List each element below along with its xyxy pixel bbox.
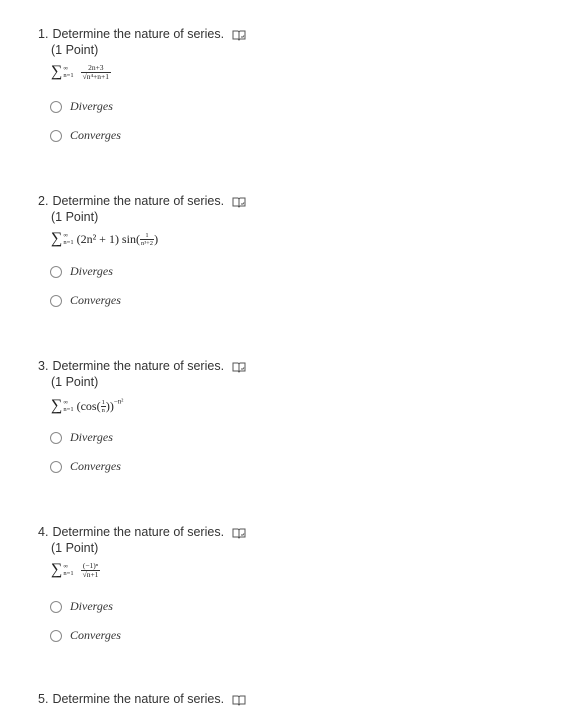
radio-button[interactable]: [50, 461, 62, 473]
series-formula: ∑ ∞ n=1 (cos( $\frac{1}{n}$ ))$^{-n^2}$: [51, 397, 124, 414]
radio-button[interactable]: [50, 295, 62, 307]
immersive-reader-icon[interactable]: [232, 196, 246, 209]
question-number: 2.: [38, 194, 49, 208]
option-diverges[interactable]: [50, 99, 113, 114]
question-title: [38, 359, 246, 373]
option-diverges[interactable]: [50, 264, 113, 279]
option-label: Converges: [70, 293, 121, 307]
radio-button[interactable]: [50, 601, 62, 613]
question-prompt: Determine the nature of series.: [52, 194, 225, 208]
question-number: 5.: [38, 692, 49, 706]
option-converges[interactable]: [50, 628, 121, 643]
question-points: (1 Point): [51, 43, 99, 57]
option-label: Converges: [70, 459, 121, 473]
question-points: (1 Point): [51, 541, 99, 555]
question-number: 1.: [38, 27, 49, 41]
option-diverges[interactable]: [50, 430, 113, 445]
immersive-reader-icon[interactable]: [232, 29, 246, 42]
option-diverges[interactable]: [50, 599, 113, 614]
question-prompt: Determine the nature of series.: [52, 27, 225, 41]
immersive-reader-icon[interactable]: [232, 694, 246, 707]
option-label: Diverges: [70, 430, 113, 444]
question-points: (1 Point): [51, 210, 99, 224]
radio-button[interactable]: [50, 101, 62, 113]
series-formula: ∑ ∞ n=1 $\frac{\text{(−1)ⁿ}}{√n+1}$: [51, 560, 99, 579]
series-formula: ∑ ∞ n=1 (2n² + 1) sin( $\frac{1}{\text{n³+2}}$ ): [51, 230, 159, 247]
question-number: 4.: [38, 525, 49, 539]
question-prompt: Determine the nature of series.: [52, 359, 225, 373]
radio-button[interactable]: [50, 630, 62, 642]
radio-button[interactable]: [50, 432, 62, 444]
question-number: 3.: [38, 359, 49, 373]
series-formula: ∑ ∞ n=1 $\frac{2n+3}{\text{√n⁴+n+1}}$: [51, 62, 110, 81]
question-title: [38, 27, 246, 41]
question-points: (1 Point): [51, 375, 99, 389]
question-title: [38, 525, 246, 539]
question-prompt: Determine the nature of series.: [52, 525, 225, 539]
question-title: [38, 194, 246, 208]
option-converges[interactable]: [50, 459, 121, 474]
option-label: Diverges: [70, 599, 113, 613]
question-title: [38, 692, 246, 706]
option-converges[interactable]: [50, 128, 121, 143]
radio-button[interactable]: [50, 266, 62, 278]
option-label: Diverges: [70, 264, 113, 278]
option-label: Diverges: [70, 99, 113, 113]
immersive-reader-icon[interactable]: [232, 527, 246, 540]
option-converges[interactable]: [50, 293, 121, 308]
option-label: Converges: [70, 628, 121, 642]
immersive-reader-icon[interactable]: [232, 361, 246, 374]
option-label: Converges: [70, 128, 121, 142]
radio-button[interactable]: [50, 130, 62, 142]
question-prompt: Determine the nature of series.: [52, 692, 225, 706]
